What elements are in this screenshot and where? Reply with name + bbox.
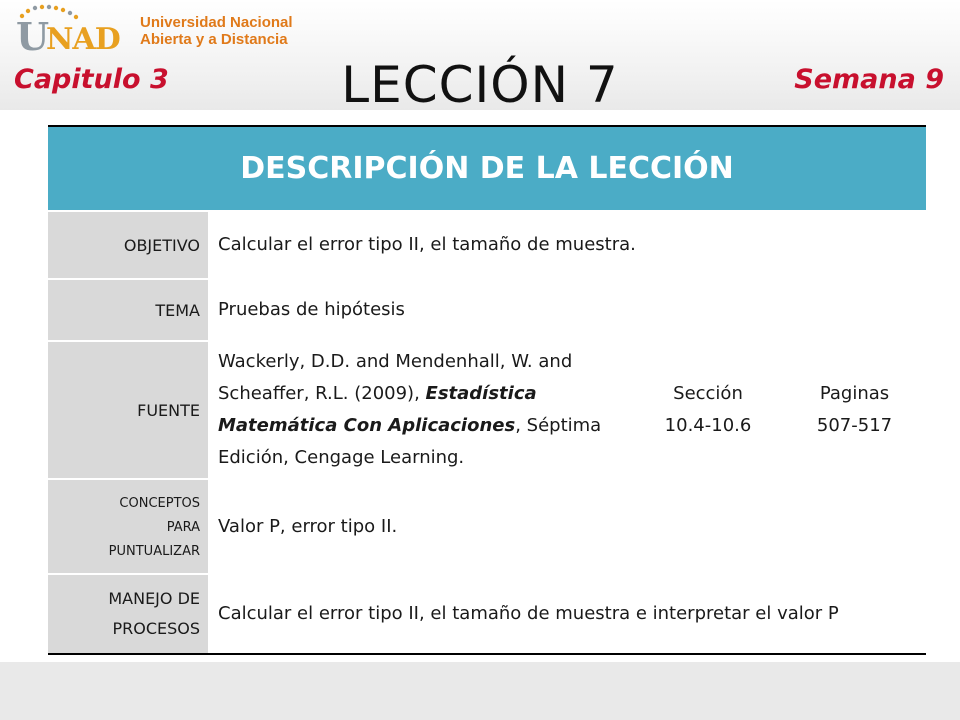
fuente-authors: Wackerly, D.D. and Mendenhall, W. and Scheaffer, R.L. (2009), <box>218 351 573 404</box>
conceptos-value: Valor P, error tipo II. <box>208 479 926 574</box>
logo-subtitle-line: Abierta y a Distancia <box>140 31 288 48</box>
manejo-label <box>48 574 208 654</box>
section-value: 10.4-10.6 <box>664 415 752 436</box>
page-title: LECCIÓN 7 <box>341 56 619 114</box>
tema-label: TEMA <box>48 279 208 341</box>
conceptos-label-line1: CONCEPTOS <box>119 495 200 511</box>
manejo-label-line1: MANEJO DE <box>108 589 200 608</box>
tema-value: Pruebas de hipótesis <box>208 279 926 341</box>
section-label: Sección <box>673 383 743 404</box>
fuente-label: FUENTE <box>48 341 208 479</box>
unad-logo <box>8 4 308 59</box>
conceptos-label-line2: PARA <box>166 519 200 535</box>
fuente-edition: , Séptima Edición, Cengage Learning. <box>218 415 602 468</box>
table-row-manejo <box>48 574 926 654</box>
unad-logo-mark <box>8 4 128 59</box>
logo-university-line: Universidad Nacional <box>140 14 293 31</box>
logo-mark-nad: NAD <box>46 22 120 57</box>
chapter-label: Capitulo 3 <box>14 64 169 95</box>
table-row-conceptos <box>48 479 926 574</box>
week-label: Semana 9 <box>794 64 944 95</box>
manejo-value: Calcular el error tipo II, el tamaño de muestra e interpretar el valor P <box>208 574 926 654</box>
manejo-label-line2: PROCESOS <box>112 619 200 638</box>
conceptos-label <box>48 479 208 574</box>
bottom-band <box>0 662 960 720</box>
fuente-reference <box>208 341 633 479</box>
table-row-tema <box>48 279 926 341</box>
logo-mark-u: U <box>16 14 50 59</box>
objetivo-label: OBJETIVO <box>48 211 208 279</box>
table-heading: DESCRIPCIÓN DE LA LECCIÓN <box>48 126 926 211</box>
table-row-fuente <box>48 341 926 479</box>
table-heading-row <box>48 126 926 211</box>
fuente-pages <box>783 341 926 479</box>
table-row-objetivo <box>48 211 926 279</box>
pages-value: 507-517 <box>816 415 893 436</box>
fuente-book-title: Estadística Matemática Con Aplicaciones <box>218 383 537 436</box>
pages-label: Paginas <box>819 383 890 404</box>
conceptos-label-line3: PUNTUALIZAR <box>108 543 200 559</box>
logo-text <box>140 14 293 48</box>
lesson-table <box>48 125 926 655</box>
fuente-section <box>633 341 783 479</box>
objetivo-value: Calcular el error tipo II, el tamaño de muestra. <box>208 211 926 279</box>
